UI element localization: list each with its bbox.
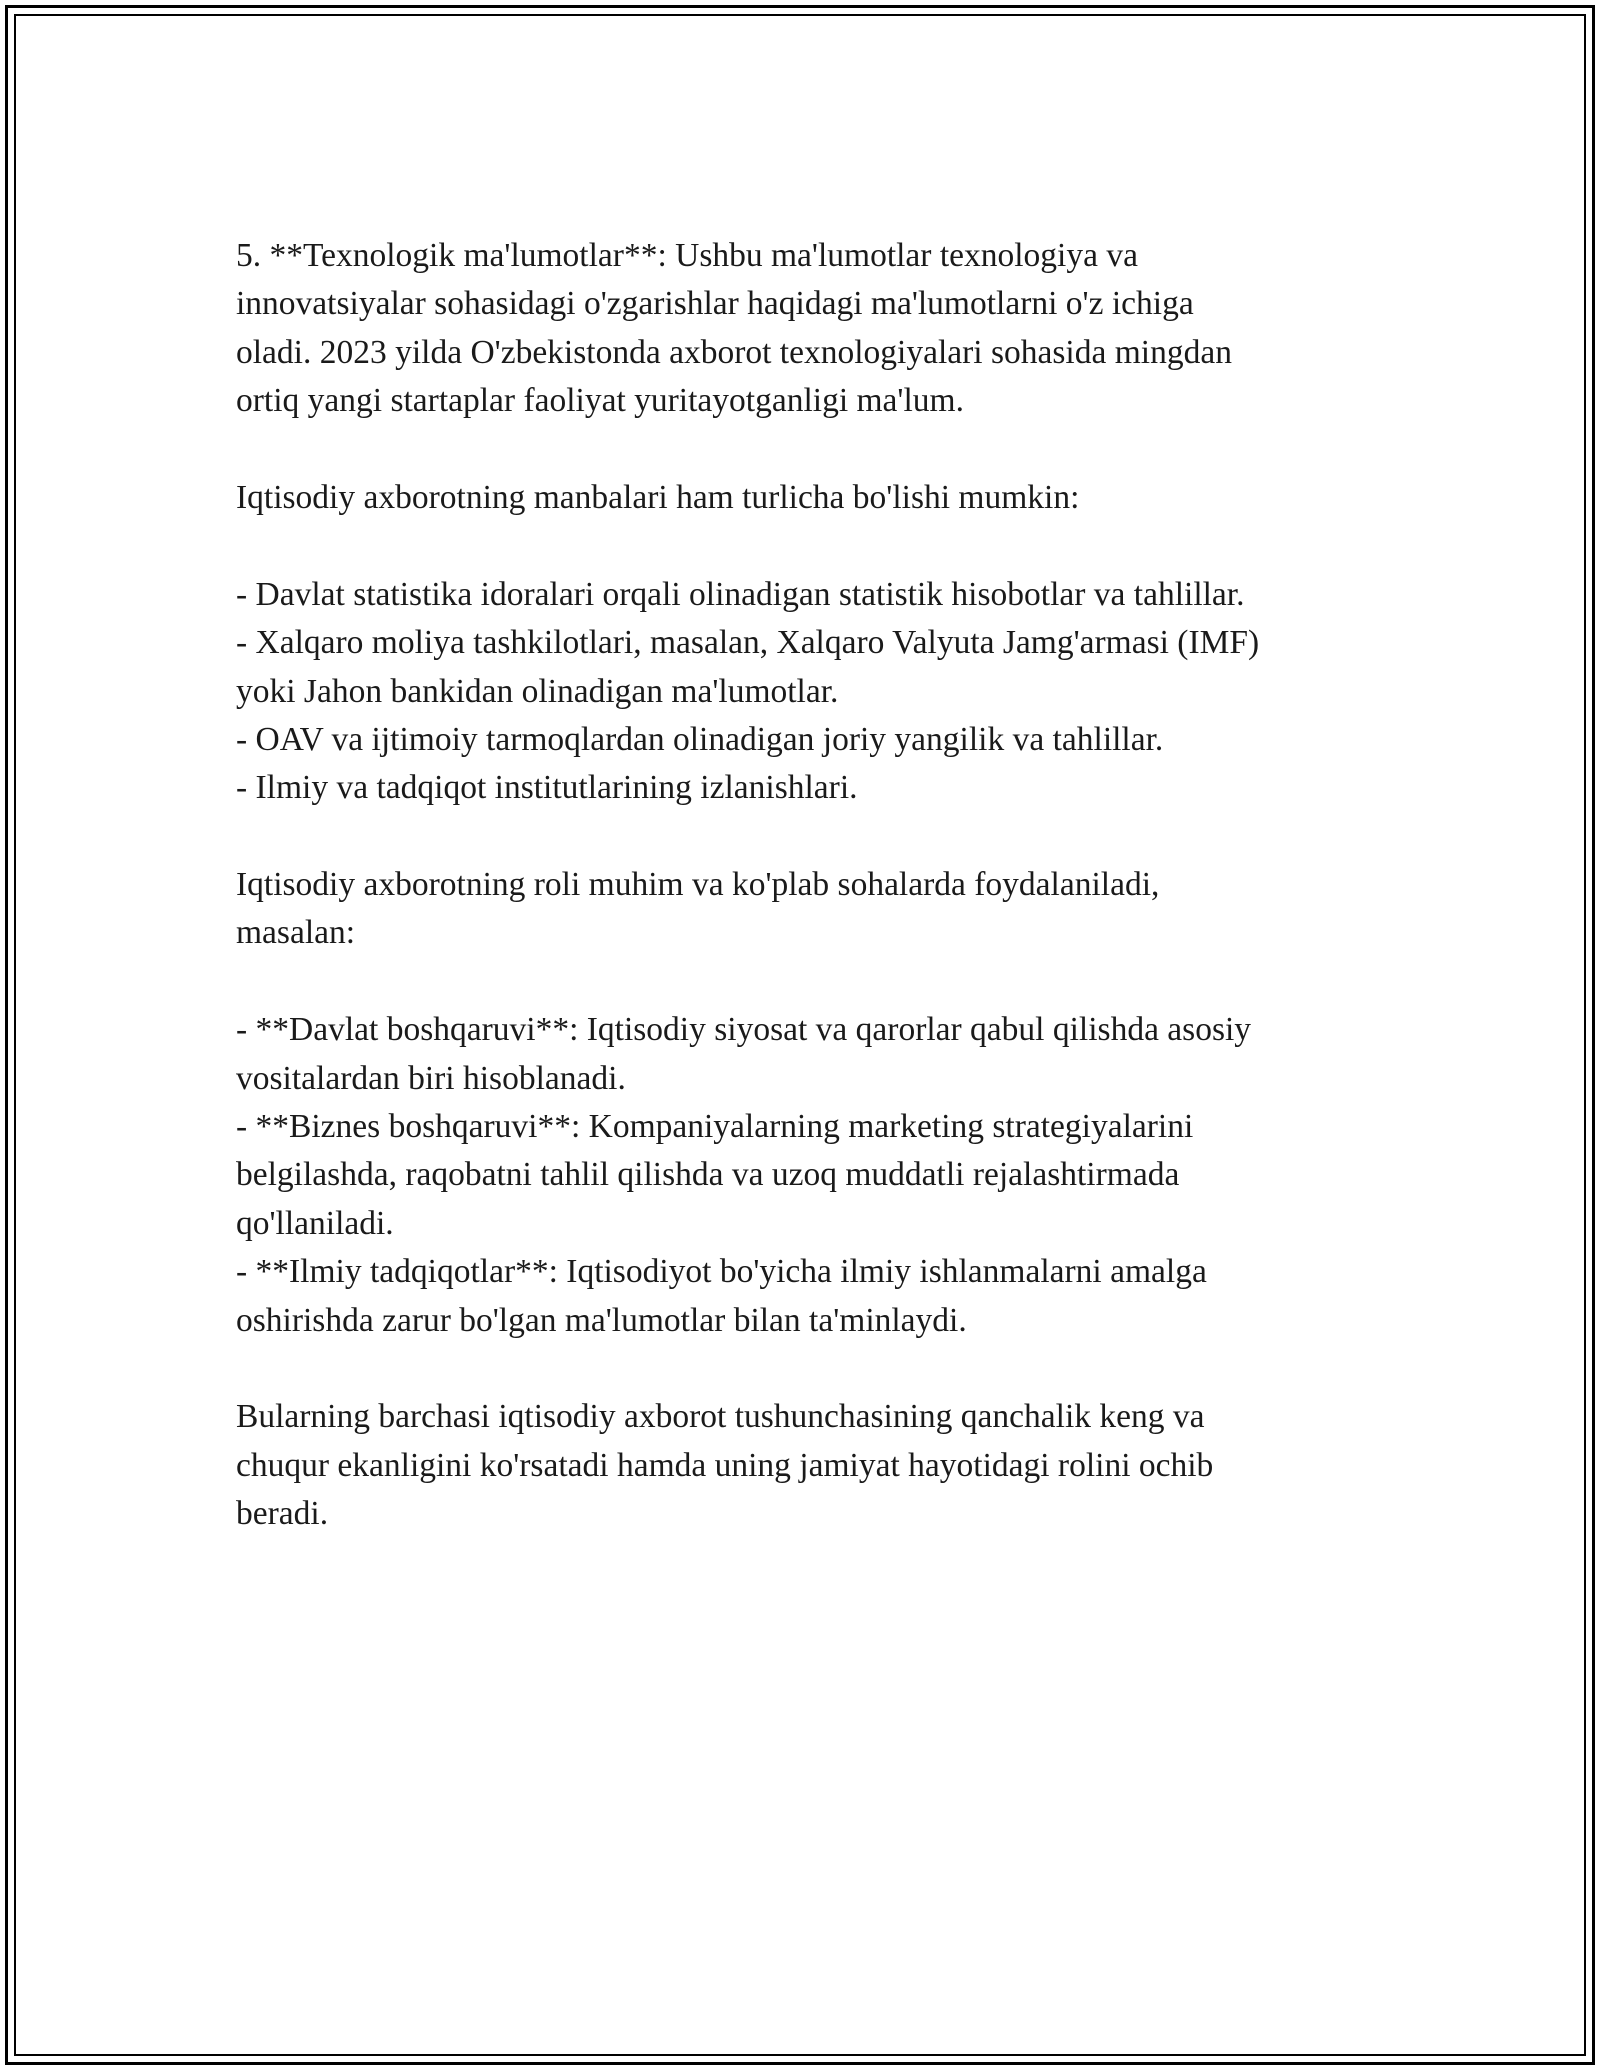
list-item: - Davlat statistika idoralari orqali olinadigan statistik hisobotlar va tahlillar. xyxy=(236,575,1245,613)
roles-list xyxy=(236,1006,1376,1345)
list-item: - Ilmiy va tadqiqot institutlarining izlanishlari. xyxy=(236,769,858,807)
text-line: chuqur ekanligini ko'rsatadi hamda uning jamiyat hayotidagi rolini ochib xyxy=(236,1446,1214,1484)
paragraph-sources-intro xyxy=(236,474,1376,522)
document-body xyxy=(236,232,1376,1539)
paragraph-roles-intro xyxy=(236,861,1376,958)
list-item-continuation: qo'llaniladi. xyxy=(236,1204,394,1242)
text-line: beradi. xyxy=(236,1495,329,1533)
text-line: ortiq yangi startaplar faoliyat yuritayotganligi ma'lum. xyxy=(236,382,964,420)
paragraph-spacer xyxy=(236,813,1376,861)
list-item-continuation: vositalardan biri hisoblanadi. xyxy=(236,1059,626,1097)
text-line: oladi. 2023 yilda O'zbekistonda axborot texnologiyalari sohasida mingdan xyxy=(236,333,1232,371)
list-item-continuation: belgilashda, raqobatni tahlil qilishda va uzoq muddatli rejalashtirmada xyxy=(236,1156,1180,1194)
list-item-continuation: yoki Jahon bankidan olinadigan ma'lumotlar. xyxy=(236,672,839,710)
paragraph-spacer xyxy=(236,426,1376,474)
list-item: - **Biznes boshqaruvi**: Kompaniyalarning marketing strategiyalarini xyxy=(236,1108,1194,1146)
list-item-continuation: oshirishda zarur bo'lgan ma'lumotlar bilan ta'minlaydi. xyxy=(236,1301,967,1339)
text-line: Iqtisodiy axborotning roli muhim va ko'plab sohalarda foydalaniladi, xyxy=(236,866,1160,904)
paragraph-spacer xyxy=(236,522,1376,570)
list-item: - OAV va ijtimoiy tarmoqlardan olinadigan joriy yangilik va tahlillar. xyxy=(236,720,1164,758)
sources-list xyxy=(236,571,1376,813)
paragraph-conclusion xyxy=(236,1393,1376,1538)
list-item: - **Davlat boshqaruvi**: Iqtisodiy siyosat va qarorlar qabul qilishda asosiy xyxy=(236,1011,1252,1049)
text-line: masalan: xyxy=(236,914,356,952)
paragraph-spacer xyxy=(236,1345,1376,1393)
text-line: 5. **Texnologik ma'lumotlar**: Ushbu ma'lumotlar texnologiya va xyxy=(236,237,1138,274)
paragraph-spacer xyxy=(236,958,1376,1006)
text-line: innovatsiyalar sohasidagi o'zgarishlar haqidagi ma'lumotlarni o'z ichiga xyxy=(236,285,1194,323)
text-line: Iqtisodiy axborotning manbalari ham turlicha bo'lishi mumkin: xyxy=(236,478,1080,516)
paragraph-technology-data xyxy=(236,232,1376,426)
text-line: Bularning barchasi iqtisodiy axborot tushunchasining qanchalik keng va xyxy=(236,1398,1205,1436)
list-item: - **Ilmiy tadqiqotlar**: Iqtisodiyot bo'yicha ilmiy ishlanmalarni amalga xyxy=(236,1253,1207,1291)
list-item: - Xalqaro moliya tashkilotlari, masalan, Xalqaro Valyuta Jamg'armasi (IMF) xyxy=(236,624,1260,662)
